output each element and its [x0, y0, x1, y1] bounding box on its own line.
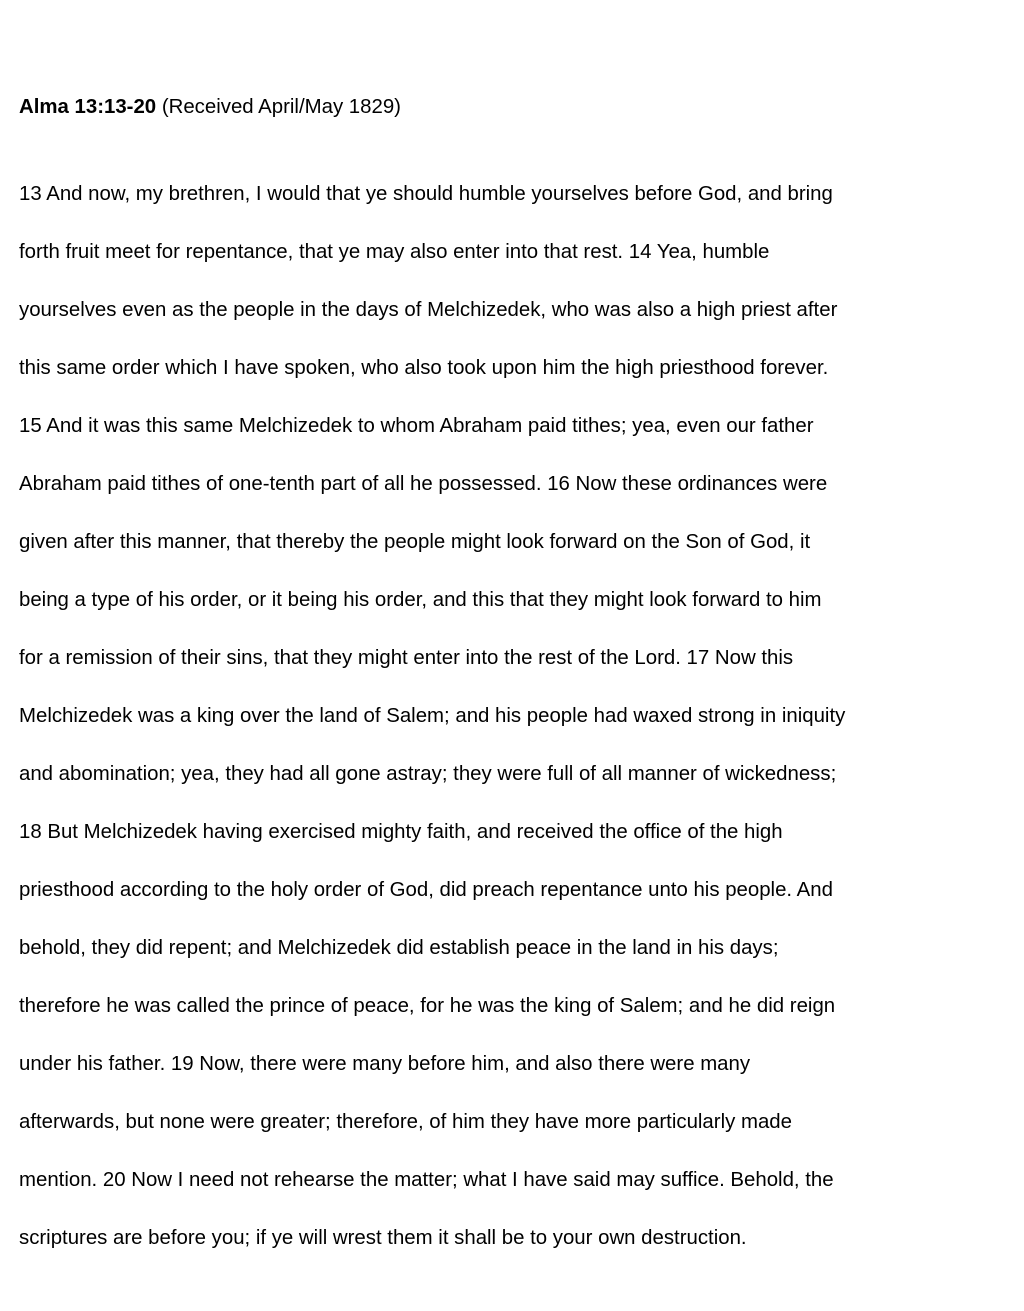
passage-line: Melchizedek was a king over the land of Salem; and his people had waxed strong in iniquity [19, 705, 846, 727]
passage-body [19, 151, 1009, 1282]
passage-line: this same order which I have spoken, who also took upon him the high priesthood forever. [19, 357, 829, 379]
passage-line: therefore he was called the prince of peace, for he was the king of Salem; and he did reign [19, 995, 836, 1017]
passage-line: priesthood according to the holy order of God, did preach repentance unto his people. And [19, 879, 833, 901]
passage-line: given after this manner, that thereby the people might look forward on the Son of God, it [19, 531, 811, 553]
scripture-text-block [19, 64, 1009, 1311]
passage-line: behold, they did repent; and Melchizedek did establish peace in the land in his days; [19, 937, 779, 959]
passage-line: scriptures are before you; if ye will wrest them it shall be to your own destruction. [19, 1227, 747, 1249]
passage-line: for a remission of their sins, that they might enter into the rest of the Lord. 17 Now this [19, 647, 794, 669]
passage-line: forth fruit meet for repentance, that ye may also enter into that rest. 14 Yea, humble [19, 241, 770, 263]
passage-line: 15 And it was this same Melchizedek to whom Abraham paid tithes; yea, even our father [19, 415, 814, 437]
passage-line: and abomination; yea, they had all gone astray; they were full of all manner of wickedness; [19, 763, 837, 785]
passage-heading [19, 93, 1009, 122]
passage-line: under his father. 19 Now, there were many before him, and also there were many [19, 1053, 751, 1075]
passage-line: afterwards, but none were greater; therefore, of him they have more particularly made [19, 1111, 792, 1133]
passage-line: 13 And now, my brethren, I would that ye should humble yourselves before God, and bring [19, 183, 833, 205]
passage-line: being a type of his order, or it being his order, and this that they might look forward to him [19, 589, 822, 611]
scripture-reference: Alma 13:13-20 [19, 96, 157, 118]
passage-line: yourselves even as the people in the days of Melchizedek, who was also a high priest after [19, 299, 838, 321]
passage-line: mention. 20 Now I need not rehearse the matter; what I have said may suffice. Behold, the [19, 1169, 834, 1191]
received-date: (Received April/May 1829) [156, 96, 401, 118]
passage-line: 18 But Melchizedek having exercised mighty faith, and received the office of the high [19, 821, 783, 843]
passage-line: Abraham paid tithes of one-tenth part of all he possessed. 16 Now these ordinances were [19, 473, 828, 495]
